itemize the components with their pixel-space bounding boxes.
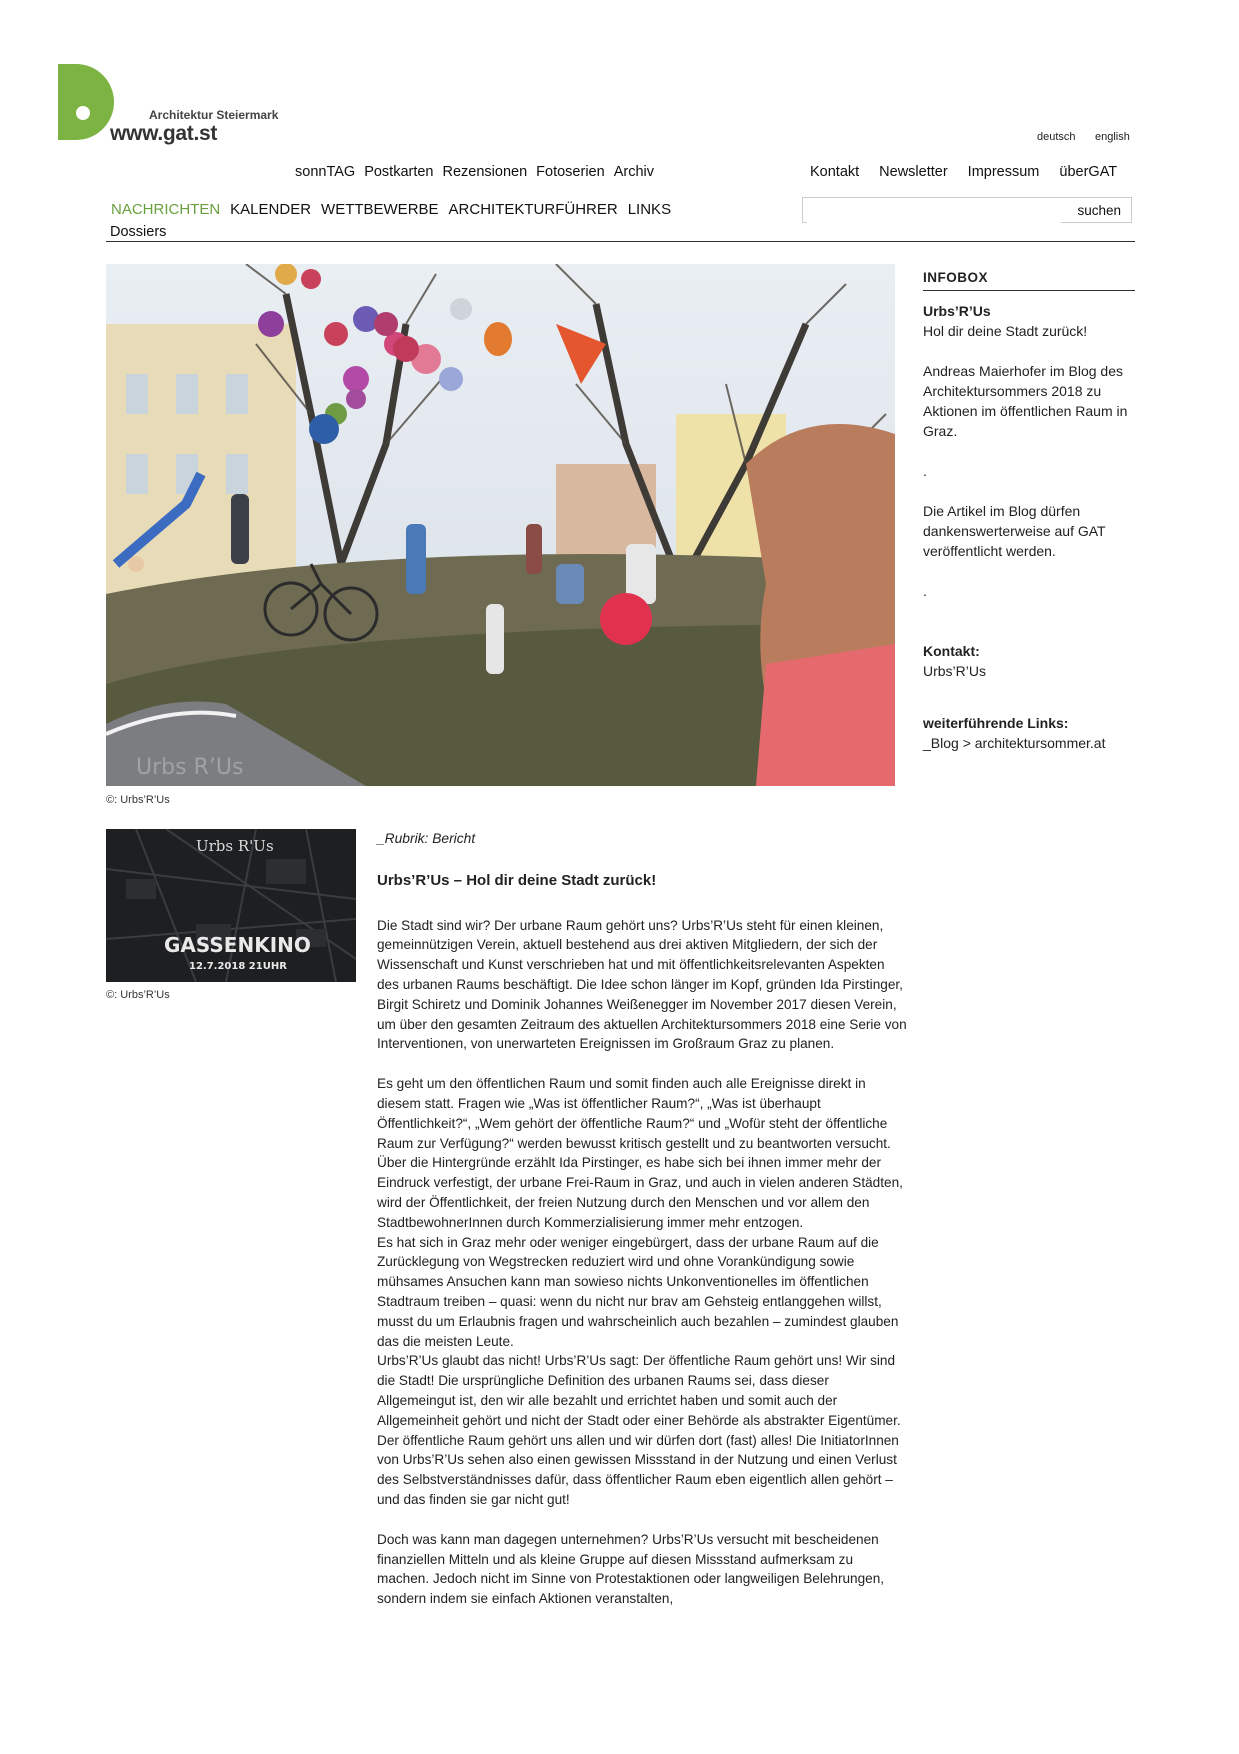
main-nav — [111, 201, 671, 218]
gassenkino-thumbnail[interactable] — [106, 829, 356, 982]
nav-wettbewerbe[interactable]: WETTBEWERBE — [321, 201, 439, 218]
gat-logo[interactable] — [58, 64, 298, 154]
hero-photo[interactable] — [106, 264, 895, 786]
poster-date: 12.7.2018 21UHR — [189, 961, 287, 972]
infobox-separator-2: . — [923, 583, 927, 599]
logo-mark-icon — [58, 64, 114, 140]
language-english-link[interactable]: english — [1095, 131, 1130, 143]
nav-archiv[interactable]: Archiv — [613, 164, 654, 180]
infobox-project-name: Urbs’R’Us — [923, 303, 991, 319]
article-rubrik: _Rubrik: Bericht — [377, 831, 476, 846]
article — [377, 829, 907, 1609]
article-paragraph: Es hat sich in Graz mehr oder weniger eingebürgert, dass der urbane Raum auf die Zurücklegung von Wegstrecken reduziert wird und ohne Vorankündigung sowie mühsames Ansuchen kann man sowieso nichts Unkonventionelles im öffentlichen Stadtraum treiben – quasi: wenn du nicht nur brav am Gehsteig entlanggehen willst, musst du um Erlaubnis fragen und wahrscheinlich auch bezahlen – zumindest glauben das die meisten Leute. — [377, 1234, 899, 1349]
nav-newsletter[interactable]: Newsletter — [879, 164, 948, 180]
article-paragraph: Über die Hintergründe erzählt Ida Pirstinger, es habe sich bei ihnen immer mehr der Eindruck verfestigt, der urbane Frei-Raum in Graz, und auch in vielen anderen Städten, wird der Öffentlichkeit, der freien Nutzung durch den Menschen und vor allem den StadtbewohnerInnen durch Kommerzialisierung immer mehr entzogen. — [377, 1155, 903, 1230]
logo-tagline: Architektur Steiermark — [149, 108, 279, 122]
spacer — [923, 701, 1135, 713]
spacer — [377, 1054, 907, 1074]
nav-kontakt[interactable]: Kontakt — [810, 164, 860, 180]
hero-ground-text: Urbs R’Us — [136, 755, 244, 780]
nav-uebergat[interactable]: überGAT — [1059, 164, 1118, 180]
nav-fotoserien[interactable]: Fotoserien — [536, 164, 605, 180]
poster-top-text: Urbs R'Us — [196, 837, 274, 855]
spacer — [923, 481, 1135, 501]
logo-url: www.gat.st — [110, 122, 218, 145]
article-paragraph: Doch was kann man dagegen unternehmen? Urbs’R’Us versucht mit bescheidenen finanziellen Mitteln und als kleine Gruppe auf diesen Missstand aufmerksam zu machen. Jedoch nicht im Sinne von Protestaktionen oder langweiligen Belehrungen, sondern indem sie einfach Aktionen veranstalten, — [377, 1531, 885, 1607]
nav-sonntag[interactable]: sonnTAG — [295, 164, 356, 180]
spacer — [923, 621, 1135, 641]
spacer — [377, 1510, 907, 1530]
spacer — [923, 441, 1135, 461]
infobox-separator-1: . — [923, 463, 927, 479]
spacer — [923, 341, 1135, 361]
search-input[interactable] — [807, 199, 1061, 223]
nav-links[interactable]: LINKS — [627, 201, 672, 218]
article-paragraph: Urbs’R’Us glaubt das nicht! Urbs’R’Us sagt: Der öffentliche Raum gehört uns! Wir sind die Stadt! Die ursprüngliche Definition des urbanen Raums sei, dass dieser Allgemeingut ist, den wir alle bezahlt und errichtet haben und somit auch der Allgemeinheit gehört und nicht der Stadt oder einer Behörde als abstrakter Eigentümer. Der öffentliche Raum gehört uns allen und wir dürfen dort (fast) alles! Die InitiatorInnen von Urbs’R’Us sehen also einen gewissen Missstand in der Nutzung und einen Verlust des Selbstverständnisses dafür, dass öffentlicher Raum eben eigentlich allen gehört – und das finden sie gar nicht gut! — [377, 1353, 901, 1507]
spacer — [923, 681, 1135, 701]
logo-dot — [76, 106, 90, 120]
infobox-subtitle: Hol dir deine Stadt zurück! — [923, 323, 1088, 339]
meta-nav — [810, 164, 1117, 180]
secondary-nav — [295, 164, 654, 180]
nav-rezensionen[interactable]: Rezensionen — [442, 164, 528, 180]
hero-photo-credit: ©: Urbs’R’Us — [106, 794, 170, 806]
header-divider — [106, 241, 1135, 242]
nav-kalender[interactable]: KALENDER — [230, 201, 312, 218]
search-box — [802, 197, 1132, 223]
article-headline: Urbs’R’Us – Hol dir deine Stadt zurück! — [377, 871, 657, 889]
infobox-description: Andreas Maierhofer im Blog des Architektursommers 2018 zu Aktionen im öffentlichen Raum in Graz. — [923, 363, 1128, 439]
hero-photo-illustration — [106, 264, 895, 786]
article-paragraph: Die Stadt sind wir? Der urbane Raum gehört uns? Urbs’R’Us steht für einen kleinen, gemeinnützigen Verein, aktuell bestehend aus drei aktiven Mitgliedern, der sich der Wissenschaft und Kunst verschrieben hat und mit öffentlichkeitsrelevanten Aspekten des urbanen Raums beschäftigt. Die Idee schon länger im Kopf, gründen Ida Pirstinger, Birgit Schiretz und Dominik Johannes Weißenegger im November 2017 diesen Verein, um über den gesamten Zeitraum des aktuellen Architektursommers 2018 eine Serie von Interventionen, von unerwarteten Ereignissen im Großraum Graz zu planen. — [377, 917, 907, 1052]
infobox-links-label: weiterführende Links: — [923, 715, 1069, 731]
search-button[interactable]: suchen — [1077, 203, 1121, 218]
poster-title: GASSENKINO — [164, 933, 311, 957]
nav-impressum[interactable]: Impressum — [967, 164, 1040, 180]
thumbnail-credit: ©: Urbs’R’Us — [106, 989, 170, 1001]
nav-dossiers[interactable]: Dossiers — [110, 224, 167, 240]
infobox-blog-link[interactable]: _Blog > architektursommer.at — [923, 735, 1106, 751]
nav-architekturfuehrer[interactable]: ARCHITEKTURFÜHRER — [448, 201, 618, 218]
infobox-contact-label: Kontakt: — [923, 643, 980, 659]
gassenkino-poster — [106, 829, 356, 982]
infobox-note: Die Artikel im Blog dürfen dankenswerterweise auf GAT veröffentlicht werden. — [923, 503, 1106, 559]
nav-nachrichten[interactable]: NACHRICHTEN — [111, 201, 221, 218]
infobox — [923, 268, 1135, 753]
infobox-title: INFOBOX — [923, 268, 1135, 291]
language-deutsch-link[interactable]: deutsch — [1037, 131, 1076, 143]
infobox-contact-value: Urbs’R’Us — [923, 663, 986, 679]
spacer — [923, 601, 1135, 621]
nav-postkarten[interactable]: Postkarten — [364, 164, 434, 180]
spacer — [923, 561, 1135, 581]
article-paragraph: Es geht um den öffentlichen Raum und somit finden auch alle Ereignisse direkt in diesem statt. Fragen wie „Was ist öffentlicher Raum?“, „Was ist überhaupt Öffentlichkeit?“, „Wem gehört der öffentliche Raum?“ und „Wofür steht der öffentliche Raum zur Verfügung?“ werden bewusst kritisch gestellt und zu beantworten versucht. — [377, 1076, 891, 1151]
